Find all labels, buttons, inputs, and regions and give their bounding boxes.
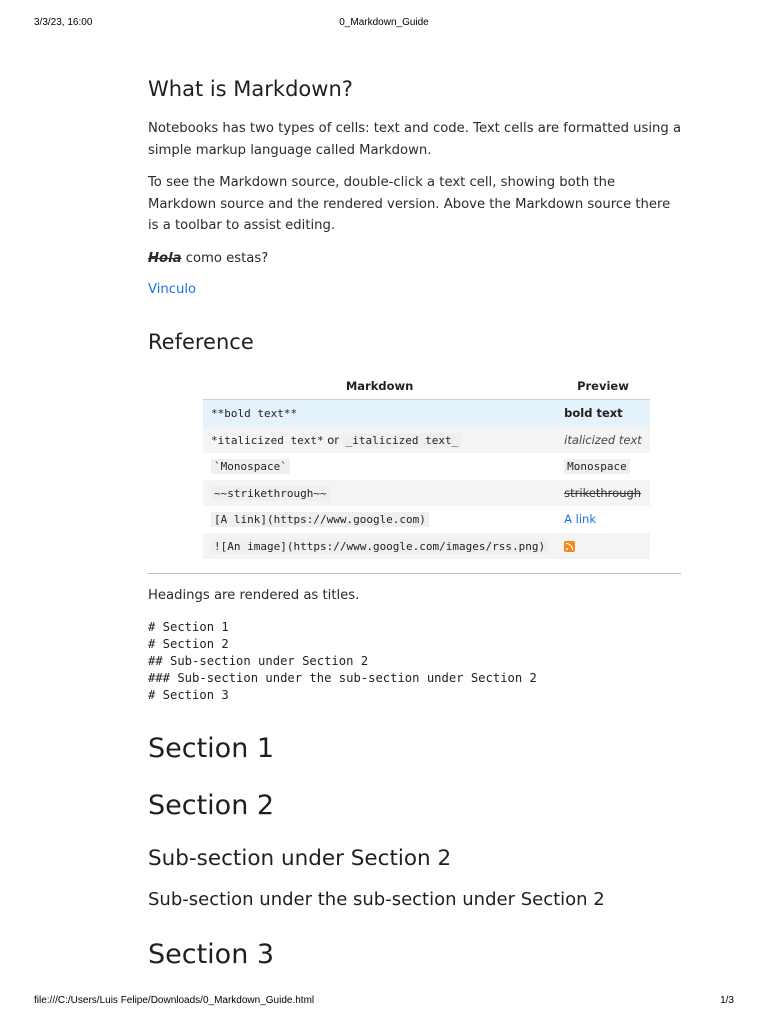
section-2-heading: Section 2 (148, 790, 275, 821)
print-page-number: 1/3 (720, 995, 734, 1006)
preview-monospace: Monospace (564, 459, 630, 474)
strike-word: Hola (148, 251, 182, 266)
headings-code-block: # Section 1 # Section 2 ## Sub-section under Section 2 ### Sub-section under the sub-section under Section 2 # Section 3 (148, 620, 537, 702)
heading-what-is-markdown: What is Markdown? (148, 77, 353, 101)
section-1-heading: Section 1 (148, 733, 275, 764)
md-image: ![An image](https://www.google.com/images/rss.png) (211, 539, 548, 554)
heading-reference: Reference (148, 330, 254, 354)
table-row (203, 506, 650, 533)
md-strikethrough: ~~strikethrough~~ (211, 486, 330, 501)
md-bold: **bold text** (211, 407, 298, 421)
rss-icon (564, 541, 575, 552)
md-italic-b: _italicized text_ (343, 433, 462, 448)
md-or: or (327, 432, 340, 447)
print-title: 0_Markdown_Guide (339, 17, 429, 28)
preview-bold: bold text (564, 406, 623, 421)
subsection-heading: Sub-section under Section 2 (148, 846, 452, 871)
section-3-heading: Section 3 (148, 939, 275, 970)
table-row (203, 427, 650, 454)
strike-rest-text: como estas? (181, 251, 269, 266)
table-row (203, 480, 650, 507)
preview-strikethrough: strikethrough (564, 485, 642, 500)
print-datetime: 3/3/23, 16:00 (34, 17, 93, 28)
horizontal-rule (148, 573, 681, 574)
reference-table (203, 373, 650, 559)
md-italic-a: *italicized text* (211, 433, 324, 447)
print-file-path: file:///C:/Users/Luis Felipe/Downloads/0_Markdown_Guide.html (34, 995, 315, 1006)
table-row (203, 400, 650, 427)
table-row (203, 453, 650, 480)
intro-paragraph-1: Notebooks has two types of cells: text and code. Text cells are formatted using a simple markup language called Markdown. (148, 121, 682, 158)
col-header-markdown: Markdown (203, 373, 556, 400)
preview-link[interactable]: A link (564, 512, 597, 527)
strike-example (148, 248, 683, 270)
vinculo-link[interactable]: Vinculo (148, 282, 197, 297)
table-row (203, 533, 650, 560)
md-link: [A link](https://www.google.com) (211, 512, 429, 527)
intro-paragraph-2: To see the Markdown source, double-click a text cell, showing both the Markdown source and the rendered version. Above the Markdown source there is a toolbar to assist editing. (148, 175, 671, 233)
col-header-preview: Preview (556, 373, 650, 400)
subsubsection-heading: Sub-section under the sub-section under Section 2 (148, 889, 605, 910)
headings-intro: Headings are rendered as titles. (148, 588, 360, 603)
preview-italic: italicized text (564, 432, 642, 447)
md-monospace: `Monospace` (211, 459, 290, 474)
